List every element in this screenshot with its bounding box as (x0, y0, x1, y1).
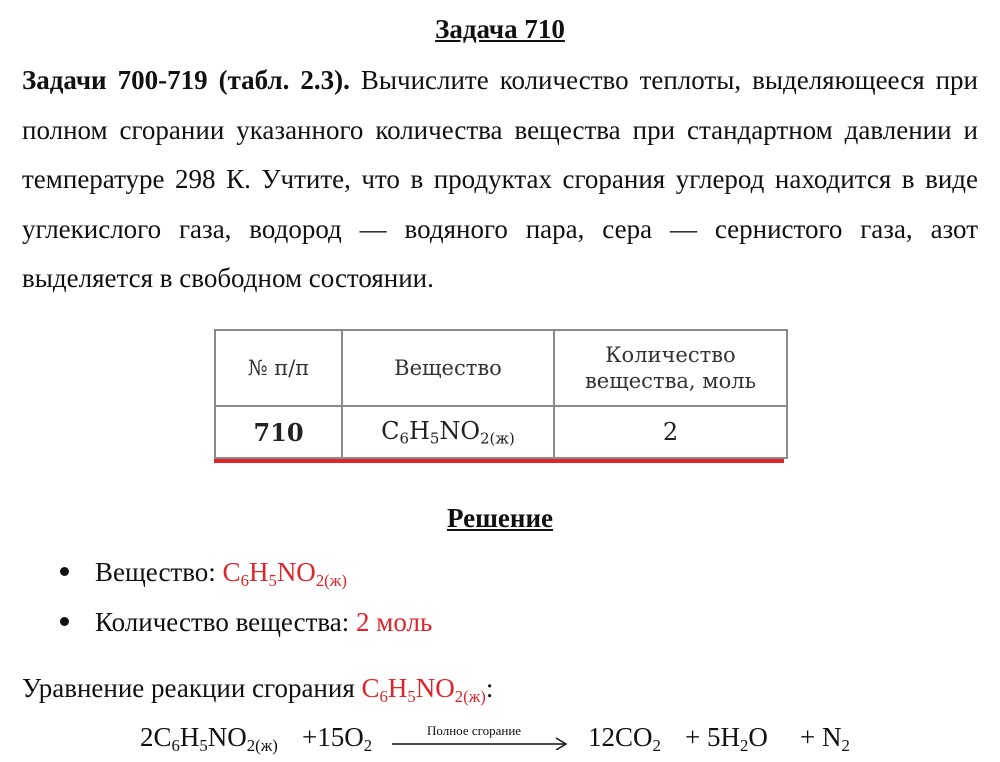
substance-formula: $C_6H_5NO_{2(ж)}$ (222, 557, 347, 591)
problem-table (214, 329, 784, 463)
row-formula: $C_6H_5NO_{2(ж)}$ (342, 406, 554, 458)
header-amount-line2: вещества, моль (584, 369, 757, 393)
reactant-oxygen: $+15O_2$ (302, 722, 373, 756)
bullet-dot-icon (60, 567, 69, 576)
problem-text: Вычислите количество теплоты, выделяющееся при полном сгорании указанного количества вещества при стандартном давлении и температуре 298 К. Учтите, что в продуктах сгорания углерод находится в виде углекислого газа, водород — водяного пара, сера — сернистого газа, азот выделяется в свободном состоянии. (22, 65, 978, 293)
solution-title: Решение (447, 503, 553, 533)
list-item (60, 547, 432, 597)
problem-statement (22, 56, 978, 304)
reaction-equation (140, 722, 1000, 762)
table-underline (214, 459, 784, 463)
reactant-nitrobenzene: $2C_6H_5NO_{2(ж)}$ (140, 722, 278, 756)
product-co2: $12CO_2$ (588, 722, 661, 756)
amount-value: 2 моль (356, 607, 433, 637)
list-item (60, 597, 432, 647)
header-substance: Вещество (342, 330, 554, 406)
reaction-condition: Полное сгорание (427, 723, 522, 738)
given-list (60, 547, 432, 647)
row-number: 710 (215, 406, 342, 458)
header-amount-line1: Количество (605, 343, 736, 367)
table-header-row (215, 330, 787, 406)
equation-formula: $C_6H_5NO_{2(ж)}$ (361, 673, 486, 707)
equation-heading: Уравнение реакции сгорания $C_6H_5NO_{2(ж)}$: (22, 673, 494, 707)
header-amount (554, 330, 787, 406)
problem-range-label: Задачи 700-719 (табл. 2.3). (22, 65, 350, 95)
page-title: Задача 710 (435, 14, 565, 44)
product-n2: + $N_2$ (800, 722, 850, 756)
reaction-arrow-icon (392, 724, 572, 744)
bullet-dot-icon (60, 617, 69, 626)
substance-label: Вещество: (95, 557, 223, 587)
header-number: № п/п (215, 330, 342, 406)
row-amount: 2 (554, 406, 787, 458)
amount-label: Количество вещества: (95, 607, 356, 637)
product-h2o: + $5H_2O$ (685, 722, 768, 756)
table-row (215, 406, 787, 458)
